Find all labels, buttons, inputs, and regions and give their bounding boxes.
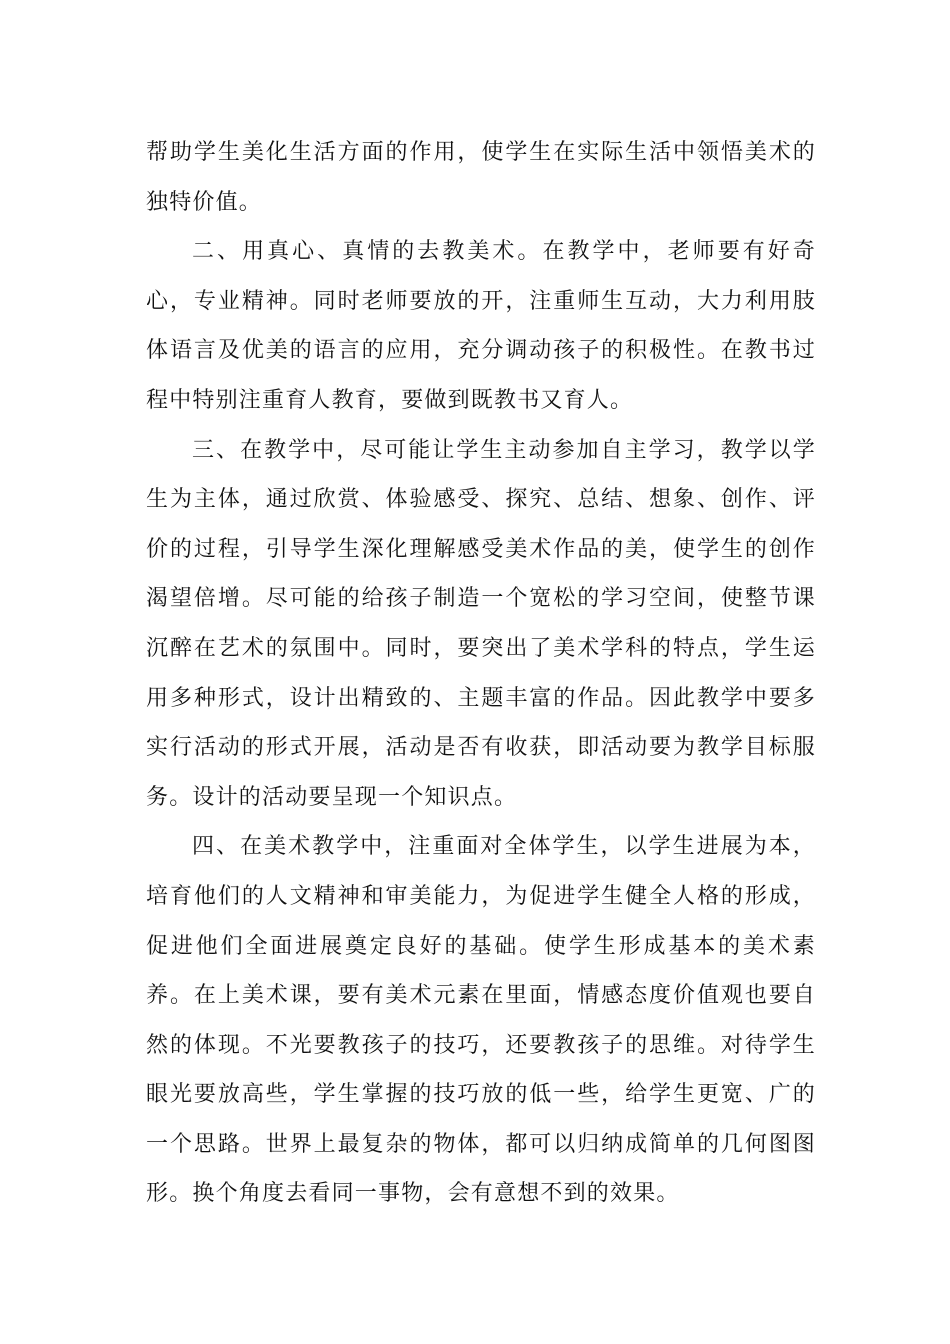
paragraph-1: 帮助学生美化生活方面的作用，使学生在实际生活中领悟美术的独特价值。 <box>146 140 816 215</box>
paragraph-4: 四、在美术教学中，注重面对全体学生，以学生进展为本，培育他们的人文精神和审美能力，为促进学生健全人格的形成，促进他们全面进展奠定良好的基础。使学生形成基本的美术素养。在上美术课，要有美术元素在里面，情感态度价值观也要自然的体现。不光要教孩子的技巧，还要教孩子的思维。对待学生眼光要放高些，学生掌握的技巧放的低一些，给学生更宽、广的一个思路。世界上最复杂的物体，都可以归纳成简单的几何图图形。换个角度去看同一事物，会有意想不到的效果。 <box>146 834 816 1207</box>
document-body <box>146 128 816 1219</box>
paragraph-3: 三、在教学中，尽可能让学生主动参加自主学习，教学以学生为主体，通过欣赏、体验感受、探究、总结、想象、创作、评价的过程，引导学生深化理解感受美术作品的美，使学生的创作渴望倍增。尽可能的给孩子制造一个宽松的学习空间，使整节课沉醉在艺术的氛围中。同时，要突出了美术学科的特点，学生运用多种形式，设计出精致的、主题丰富的作品。因此教学中要多实行活动的形式开展，活动是否有收获，即活动要为教学目标服务。设计的活动要呈现一个知识点。 <box>146 437 816 810</box>
paragraph-2: 二、用真心、真情的去教美术。在教学中，老师要有好奇心，专业精神。同时老师要放的开，注重师生互动，大力利用肢体语言及优美的语言的应用，充分调动孩子的积极性。在教书过程中特别注重育人教育，要做到既教书又育人。 <box>146 239 816 413</box>
